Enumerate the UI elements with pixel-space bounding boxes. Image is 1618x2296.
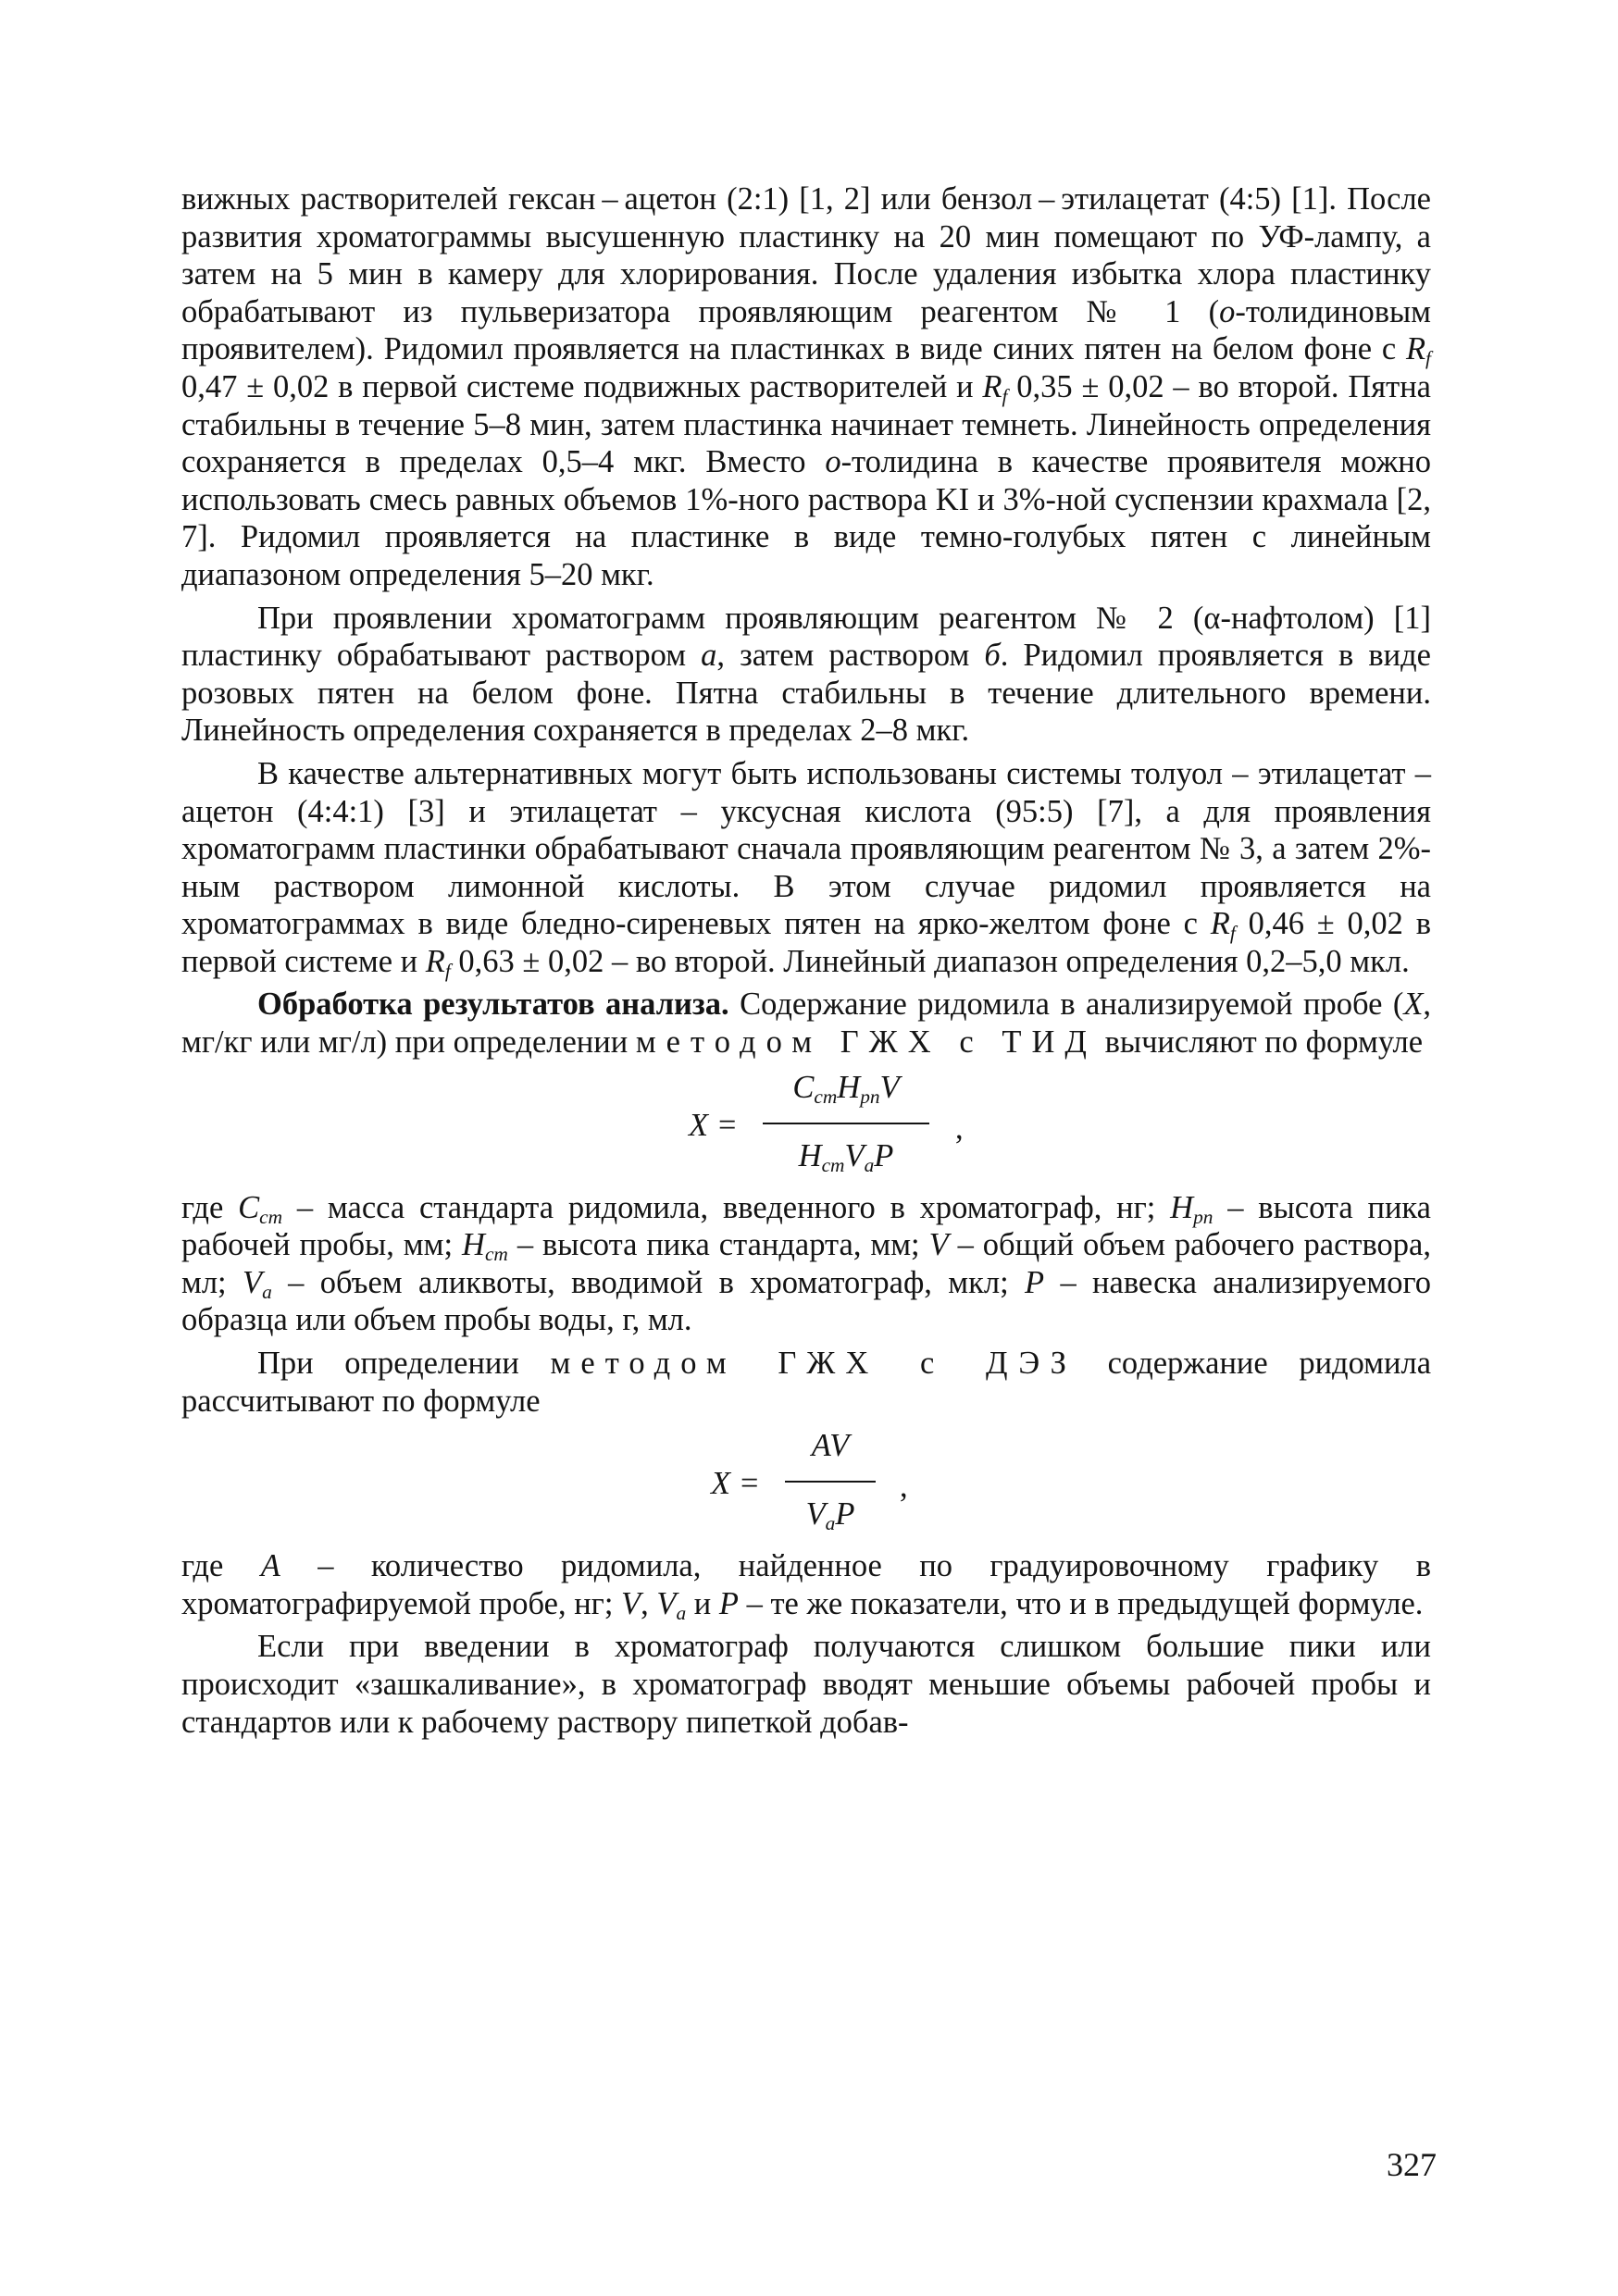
formula-1-denominator: $H_{ст}V_аP$: [798, 1137, 894, 1176]
method-name-2: методом ГЖХ с ДЭЗ: [550, 1346, 1077, 1382]
fraction-bar-2: [785, 1481, 876, 1483]
formula-2-lhs: X =: [711, 1466, 760, 1502]
page-number: 327: [1387, 2146, 1437, 2183]
paragraph-3: В качестве альтернативных могут быть использованы системы толуол – этилацетат – ацетон (4:4:1) [3] и этилацетат – уксусная кислота (95:5) [7], а для проявления хроматограмм пластинки обрабатывают сначала проявляющим реагентом № 3, а затем 2%-ным раствором лимонной кислоты. В этом случае ридомил проявляется на хроматограммах в виде бледно-сиреневых пятен на ярко-желтом фоне с $R_f$ 0,46 ± 0,02 в первой системе и $R_f$ 0,63 ± 0,02 – во второй. Линейный диапазон определения 0,2–5,0 мкл.: [181, 755, 1431, 982]
formula-2-numerator: AV: [811, 1428, 850, 1464]
formula-2-denominator: $V_аP$: [805, 1496, 855, 1535]
formula-2-fraction: [785, 1423, 876, 1536]
formula-1-fraction: [763, 1065, 929, 1178]
formula-2: X = AV $V_аP$ ,: [181, 1423, 1431, 1542]
paragraph-7: где A – количество ридомила, найденное по градуировочному графику в хроматографируемой пробе, нг; V, $V_а$ и P – те же показатели, что и в предыдущей формуле.: [181, 1548, 1431, 1624]
formula-1-lhs: X =: [689, 1107, 738, 1143]
fraction-bar: [763, 1123, 929, 1124]
paragraph-8: Если при введении в хроматограф получаются слишком большие пики или происходит «зашкаливание», в хроматограф вводят меньшие объемы рабочей пробы и стандартов или к рабочему раствору пипеткой добав-: [181, 1629, 1431, 1740]
formula-1-numerator: $C_{ст}H_{рп}V$: [792, 1069, 900, 1108]
section-heading: Обработка результатов анализа.: [257, 987, 729, 1023]
paragraph-1: вижных растворителей гексан – ацетон (2:1) [1, 2] или бензол – этилацетат (4:5) [1]. После развития хроматограммы высушенную пластинку на 20 мин помещают по УФ-лампу, а затем на 5 мин в камеру для хлорирования. После удаления избытка хлора пластинку обрабатывают из пульверизатора проявляющим реагентом № 1 (о-толидиновым проявителем). Ридомил проявляется на пластинках в виде синих пятен на белом фоне с $R_f$ 0,47 ± 0,02 в первой системе подвижных растворителей и $R_f$ 0,35 ± 0,02 – во второй. Пятна стабильны в течение 5–8 мин, затем пластинка начинает темнеть. Линейность определения сохраняется в пределах 0,5–4 мкг. Вместо о-толидина в качестве проявителя можно использовать смесь равных объемов 1%-ного раствора KI и 3%-ной суспензии крахмала [2, 7]. Ридомил проявляется на пластинке в виде темно-голубых пятен с линейным диапазоном определения 5–20 мкг.: [181, 181, 1431, 592]
formula-1: X = $C_{ст}H_{рп}V$ $H_{ст}V_аP$ ,: [181, 1065, 1431, 1184]
body-text: [181, 180, 1431, 1741]
paragraph-5: где $C_{ст}$ – масса стандарта ридомила, введенного в хроматограф, нг; $H_{рп}$ – высота пика рабочей пробы, мм; $H_{ст}$ – высота пика стандарта, мм; V – общий объем рабочего раствора, мл; $V_а$ – объем аликвоты, вводимой в хроматограф, мкл; P – навеска анализируемого образца или объем пробы воды, г, мл.: [181, 1189, 1431, 1338]
paragraph-6: При определении методом ГЖХ с ДЭЗ содержание ридомила рассчитывают по формуле: [181, 1346, 1432, 1419]
method-name: методом ГЖХ с ТИД: [635, 1024, 1097, 1061]
paragraph-4: Обработка результатов анализа. Содержание ридомила в анализируемой пробе (X, мг/кг или мг/л) при определении методом ГЖХ с ТИД вычисляют по формуле: [181, 987, 1432, 1061]
paragraph-2: При проявлении хроматограмм проявляющим реагентом № 2 (α-нафтолом) [1] пластинку обрабатывают раствором а, затем раствором б. Ридомил проявляется в виде розовых пятен на белом фоне. Пятна стабильны в течение длительного времени. Линейность определения сохраняется в пределах 2–8 мкг.: [181, 600, 1431, 749]
